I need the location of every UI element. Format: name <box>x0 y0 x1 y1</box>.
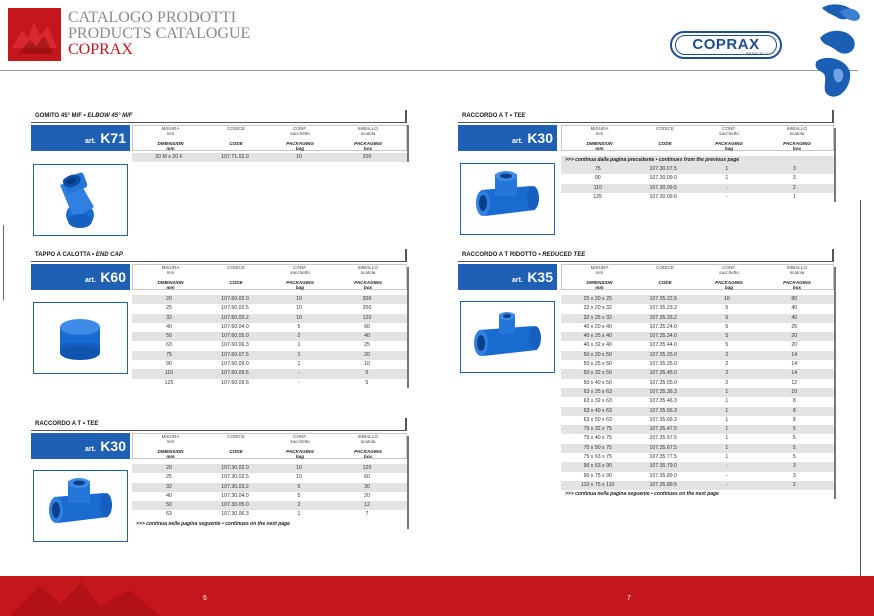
cell-bag: - <box>725 184 728 191</box>
cell-box: 8 <box>792 398 796 405</box>
cell-code: 107.35.33.2 <box>649 314 677 321</box>
article-code: K30 <box>100 438 126 454</box>
cell-bag: - <box>725 481 728 488</box>
cell-box: 5 <box>365 370 369 377</box>
product-image-elbow <box>33 164 128 236</box>
section-title-it: RACCORDO A T RIDOTTO <box>462 252 537 258</box>
catalogue-brand: COPRAX <box>68 41 133 58</box>
table-row <box>132 464 407 473</box>
article-code-box <box>31 125 130 151</box>
cell-bag: 1 <box>725 426 729 433</box>
cell-box: 14 <box>791 361 798 368</box>
cell-code: 107.30.05.0 <box>221 502 249 509</box>
cell-code: 107.35.46.3 <box>649 398 677 405</box>
table-row <box>561 304 834 313</box>
cell-size: 50 x 20 x 50 <box>583 351 612 358</box>
section-title-it: RACCORDO A T <box>35 421 82 427</box>
cell-size: 50 x 25 x 50 <box>583 361 612 368</box>
cell-box: 25 <box>791 323 798 330</box>
table-row <box>132 314 407 323</box>
cell-code: 107.30.04.0 <box>221 492 249 499</box>
cell-code: 107.60.05.0 <box>221 333 249 340</box>
cell-size: 63 x 32 x 63 <box>583 398 612 405</box>
cell-code: 107.35.47.5 <box>649 426 677 433</box>
article-code: K71 <box>100 130 126 146</box>
cell-size: 32 <box>166 314 172 321</box>
cell-code: 107.35.25.0 <box>649 351 677 358</box>
cell-box: 3 <box>792 175 796 182</box>
table-row <box>132 473 407 482</box>
table-shadow <box>407 436 409 529</box>
table-row <box>132 295 407 304</box>
page-number-left: 6 <box>203 595 207 602</box>
page-edge-line-left <box>3 225 4 300</box>
cell-box: 300 <box>362 296 372 302</box>
table-header: MISURA mm DIMENSION mm CODICE CODE CONF. sacchetto PACKAGING bag IMBALLO scatola PACKAGING box <box>561 125 834 151</box>
section-k71 <box>31 110 407 240</box>
table-row <box>561 165 834 174</box>
table-shadow <box>407 125 409 162</box>
cell-bag: 1 <box>725 454 729 461</box>
tee-fitting-icon <box>461 164 554 234</box>
cell-box: 20 <box>791 342 798 349</box>
cell-size: 125 <box>593 193 603 200</box>
cell-code: 107.35.77.5 <box>649 454 677 461</box>
article-prefix: art. <box>511 138 523 145</box>
cell-bag: 1 <box>297 511 301 518</box>
cell-bag: 2 <box>297 502 301 509</box>
cell-code: 107.30.07.5 <box>649 166 677 172</box>
table-row <box>132 369 407 378</box>
section-title-it: RACCORDO A T <box>462 113 509 119</box>
table-row <box>561 472 834 481</box>
table-row <box>561 434 834 443</box>
section-title-en: TEE <box>513 113 526 119</box>
cell-bag: 2 <box>725 379 729 386</box>
cell-size: 75 x 50 x 75 <box>583 444 612 451</box>
table-row <box>132 304 407 313</box>
cell-box: 1 <box>792 193 796 200</box>
cell-box: 120 <box>362 465 372 471</box>
cell-code: 107.35.56.3 <box>649 407 677 414</box>
cell-box: 200 <box>362 305 372 312</box>
cell-code: 107.30.02.0 <box>221 465 249 471</box>
cell-size: 75 x 63 x 75 <box>583 454 612 461</box>
cell-bag: 10 <box>296 154 302 160</box>
cell-size: 75 <box>594 166 601 172</box>
cell-code: 107.30.02.5 <box>221 474 249 481</box>
cell-bag: 5 <box>725 323 729 330</box>
table-row <box>561 416 834 425</box>
cell-size: 110 <box>593 184 602 191</box>
article-code-box <box>458 264 557 290</box>
table-row <box>132 501 407 510</box>
section-title-en: TEE <box>86 421 99 427</box>
cell-size: 25 x 20 x 25 <box>583 296 612 302</box>
table-row <box>132 360 407 369</box>
page-number-right: 7 <box>627 595 631 602</box>
cell-bag: 1 <box>725 388 729 395</box>
cell-size: 63 <box>166 511 172 518</box>
table-row <box>132 323 407 332</box>
table-row <box>561 388 834 397</box>
cell-code: 107.30.06.3 <box>221 511 249 518</box>
eagle-watermark-icon <box>0 576 180 616</box>
cell-box: 12 <box>364 502 370 509</box>
cell-code: 107.60.02.0 <box>221 296 249 302</box>
header-divider <box>0 70 858 71</box>
cell-box: 10 <box>791 388 798 395</box>
catalogue-logo <box>8 8 61 61</box>
cell-size: 32 x 25 x 32 <box>583 314 612 321</box>
cell-code: 107.60.07.5 <box>221 351 249 358</box>
cell-size: 25 <box>166 305 172 312</box>
cell-bag: 10 <box>296 465 302 471</box>
cell-size: 63 x 25 x 63 <box>583 388 612 395</box>
cell-box: 3 <box>792 463 796 470</box>
table-row <box>561 444 834 453</box>
cell-code: 107.30.09.5 <box>649 184 677 191</box>
cell-box: 40 <box>364 333 370 340</box>
cell-box: 14 <box>791 370 798 377</box>
continued-on-note: >>> continua nella pagina seguente • continues on the next page <box>136 520 290 527</box>
table-shadow <box>834 128 836 202</box>
product-image-tee <box>33 470 128 542</box>
table-shadow <box>407 267 409 388</box>
article-prefix: art. <box>84 138 96 145</box>
cell-code: 107.35.22.5 <box>649 296 677 302</box>
water-splash-decoration-icon <box>806 0 874 110</box>
table-row <box>561 397 834 406</box>
cell-bag: 1 <box>297 361 301 368</box>
table-header: MISURA mm DIMENSION mm CODICE CODE CONF. sacchetto PACKAGING bag IMBALLO scatola PACKAGING box <box>561 264 834 290</box>
continued-from-note: >>> continua dalla pagina precedente • continues from the previous page <box>561 156 834 165</box>
section-k60 <box>31 249 407 404</box>
cell-size: 40 <box>166 323 172 330</box>
cell-bag: 10 <box>723 296 730 302</box>
product-image-tee <box>460 163 555 235</box>
cell-box: 25 <box>364 342 370 349</box>
cell-bag: 1 <box>725 416 729 423</box>
cell-bag: 10 <box>296 305 302 312</box>
cell-bag: 1 <box>725 175 729 182</box>
section-title-en: END CAP <box>95 252 123 258</box>
cell-code: 107.30.03.2 <box>221 483 249 490</box>
cell-box: 3 <box>792 166 796 172</box>
cell-code: 107.35.57.5 <box>649 435 677 442</box>
article-code: K30 <box>527 130 553 146</box>
cell-size: 110 <box>164 370 174 377</box>
table-row <box>561 481 834 490</box>
cell-box: 40 <box>791 314 798 321</box>
cell-size: 25 <box>166 474 172 481</box>
eagle-logo-icon <box>8 8 61 61</box>
coprax-logo-text: COPRAX <box>692 36 760 53</box>
product-image-reduced-tee <box>460 301 555 373</box>
cell-code: 107.60.04.0 <box>221 323 249 330</box>
cell-size: 50 x 32 x 50 <box>583 370 612 377</box>
table-shadow <box>834 267 836 499</box>
cell-size: 40 <box>166 492 172 499</box>
cell-box: 20 <box>364 351 370 358</box>
cell-bag: - <box>725 472 728 479</box>
cell-bag: 5 <box>725 314 729 321</box>
table-row <box>132 332 407 341</box>
tee-fitting-icon <box>34 471 127 541</box>
product-table <box>132 464 407 529</box>
cell-code: 107.60.06.3 <box>221 342 249 349</box>
cell-code: 107.35.89.5 <box>649 481 677 488</box>
product-table <box>132 153 407 162</box>
cell-box: 2 <box>792 184 796 191</box>
cell-bag: - <box>725 193 728 200</box>
table-row <box>561 323 834 332</box>
cell-code: 107.35.34.0 <box>649 333 677 340</box>
section-k30-right <box>458 110 834 235</box>
cell-bag: - <box>725 463 728 470</box>
cell-box: 8 <box>792 416 796 423</box>
cell-box: 5 <box>792 426 796 433</box>
table-header: MISURA mm DIMENSION mm CODICE CODE CONF. sacchetto PACKAGING bag IMBALLO scatola PACKAGING box <box>132 125 407 151</box>
table-row <box>132 341 407 350</box>
cell-bag: 1 <box>725 166 729 172</box>
cell-box: 5 <box>792 435 796 442</box>
table-row <box>561 193 834 202</box>
cell-size: 90 x 63 x 90 <box>583 463 612 470</box>
cell-box: 7 <box>365 511 369 518</box>
section-title-it: GOMITO 45° M/F <box>35 113 82 119</box>
cell-box: 20 <box>791 333 798 340</box>
cell-bag: 1 <box>725 398 729 405</box>
section-title: RACCORDO A T • TEE <box>458 110 834 123</box>
catalogue-title-en: PRODUCTS CATALOGUE <box>68 25 251 42</box>
table-row <box>132 510 407 519</box>
cell-bag: 2 <box>725 370 729 377</box>
article-prefix: art. <box>511 277 523 284</box>
coprax-logo <box>670 31 782 59</box>
article-code-box <box>31 433 130 459</box>
table-header: MISURA mm DIMENSION mm CODICE CODE CONF. sacchetto PACKAGING bag IMBALLO scatola PACKAGING box <box>132 433 407 459</box>
section-title-it: TAPPO A CALOTTA <box>35 252 91 258</box>
cell-code: 107.60.09.0 <box>221 361 249 368</box>
table-row <box>561 369 834 378</box>
article-prefix: art. <box>84 446 96 453</box>
cell-size: 50 <box>166 333 172 340</box>
section-k30-left <box>31 418 407 548</box>
article-code-box <box>458 125 557 151</box>
cell-box: 5 <box>792 444 796 451</box>
table-row <box>561 341 834 350</box>
table-row <box>561 174 834 183</box>
elbow-fitting-icon <box>34 165 127 235</box>
table-row <box>561 184 834 193</box>
cell-code: 107.30.09.6 <box>649 193 677 200</box>
cell-bag: 2 <box>297 333 301 340</box>
footer-band <box>0 576 874 616</box>
coprax-logo-sub: FRANCELLI <box>745 51 768 56</box>
cell-code: 107.30.09.0 <box>649 175 677 182</box>
cell-box: 2 <box>792 481 796 488</box>
cell-box: 60 <box>364 474 370 481</box>
table-row <box>132 379 407 388</box>
cell-box: 60 <box>364 323 370 330</box>
cell-size: 90 x 75 x 90 <box>583 472 612 479</box>
cell-size: 20 <box>166 296 172 302</box>
table-row <box>561 314 834 323</box>
section-title: TAPPO A CALOTTA • END CAP <box>31 249 407 262</box>
cell-code: 107.35.45.0 <box>649 370 677 377</box>
cell-size: 63 x 40 x 63 <box>583 407 612 414</box>
cell-code: 107.35.44.0 <box>649 342 677 349</box>
section-title: GOMITO 45° M/F • ELBOW 45° M/F <box>31 110 407 123</box>
product-table <box>561 295 834 499</box>
table-row <box>561 453 834 462</box>
table-row <box>132 351 407 360</box>
cell-size: 50 x 40 x 50 <box>583 379 612 386</box>
cell-code: 107.60.09.6 <box>221 379 249 386</box>
cell-size: 40 x 25 x 40 <box>583 333 612 340</box>
cell-box: 20 <box>364 492 370 499</box>
cell-size: 110 x 75 x 110 <box>581 481 615 488</box>
cell-size: 20 <box>166 465 172 471</box>
table-row <box>561 462 834 471</box>
product-table <box>132 295 407 388</box>
table-row <box>561 407 834 416</box>
catalogue-title-it: CATALOGO PRODOTTI <box>68 9 237 26</box>
table-row <box>561 332 834 341</box>
cell-size: 32 <box>166 483 172 490</box>
cell-code: 107.35.36.3 <box>649 388 677 395</box>
cell-bag: 5 <box>297 323 301 330</box>
cell-size: 75 x 32 x 75 <box>583 426 612 433</box>
continued-on-note: >>> continua nella pagina seguente • continues on the next page <box>565 491 719 498</box>
cell-code: 107.35.23.2 <box>649 305 677 312</box>
cell-box: 3 <box>792 472 796 479</box>
cell-bag: - <box>298 370 300 377</box>
cell-size: 40 x 32 x 40 <box>583 342 612 349</box>
cell-code: 107.35.66.3 <box>649 416 677 423</box>
cell-size: 75 x 40 x 75 <box>583 435 612 442</box>
cell-bag: 10 <box>296 296 302 302</box>
cell-size: 63 <box>166 342 172 349</box>
cell-bag: 5 <box>725 333 729 340</box>
cell-code: 107.35.24.0 <box>649 323 677 330</box>
section-k35 <box>458 249 834 521</box>
cell-bag: 2 <box>725 361 729 368</box>
cell-box: 14 <box>791 351 798 358</box>
cell-size: 90 <box>166 361 172 368</box>
catalogue-title <box>68 10 250 58</box>
cell-size: 20 M x 20 F <box>155 154 183 160</box>
article-code: K60 <box>100 269 126 285</box>
page-edge-line <box>860 200 861 610</box>
cell-box: 10 <box>364 361 370 368</box>
table-row <box>132 153 407 162</box>
section-title-en: ELBOW 45° M/F <box>87 113 133 119</box>
cell-code: 107.71.02.0 <box>221 154 249 160</box>
article-prefix: art. <box>84 277 96 284</box>
end-cap-icon <box>34 303 127 373</box>
reduced-tee-fitting-icon <box>461 302 554 372</box>
cell-bag: 2 <box>725 351 729 358</box>
section-title-en: REDUCED TEE <box>542 252 586 258</box>
cell-box: 120 <box>362 314 372 321</box>
cell-bag: - <box>298 379 300 386</box>
cell-box: 5 <box>365 379 369 386</box>
article-code: K35 <box>527 269 553 285</box>
cell-code: 107.35.55.0 <box>649 379 677 386</box>
cell-size: 63 x 50 x 63 <box>583 416 612 423</box>
product-table <box>561 156 834 202</box>
table-row <box>561 360 834 369</box>
cell-code: 107.35.79.0 <box>649 463 677 470</box>
cell-code: 107.60.09.5 <box>221 370 249 377</box>
cell-bag: 10 <box>296 474 302 481</box>
cell-bag: 1 <box>297 342 301 349</box>
cell-size: 75 <box>166 351 172 358</box>
cell-size: 40 x 20 x 40 <box>583 323 612 330</box>
cell-box: 200 <box>362 154 372 160</box>
cell-box: 5 <box>792 454 796 461</box>
cell-code: 107.60.03.2 <box>221 314 249 321</box>
section-title: RACCORDO A T RIDOTTO • REDUCED TEE <box>458 249 834 262</box>
cell-bag: 5 <box>297 492 301 499</box>
table-header: MISURA mm DIMENSION mm CODICE CODE CONF. sacchetto PACKAGING bag IMBALLO scatola PACKAGING box <box>132 264 407 290</box>
cell-box: 30 <box>364 483 370 490</box>
cell-bag: 1 <box>725 435 729 442</box>
cell-code: 107.35.35.0 <box>649 361 677 368</box>
cell-bag: 1 <box>297 351 301 358</box>
cell-bag: 10 <box>296 314 302 321</box>
cell-box: 8 <box>792 407 796 414</box>
cell-code: 107.35.67.5 <box>649 444 677 451</box>
table-row <box>132 492 407 501</box>
article-code-box <box>31 264 130 290</box>
cell-box: 12 <box>791 379 798 386</box>
cell-bag: 5 <box>297 483 301 490</box>
table-row <box>132 483 407 492</box>
table-row <box>561 295 834 304</box>
table-row <box>561 425 834 434</box>
product-image-end-cap <box>33 302 128 374</box>
table-row <box>561 379 834 388</box>
cell-bag: 1 <box>725 444 729 451</box>
table-row <box>561 351 834 360</box>
cell-box: 40 <box>791 305 798 312</box>
section-title: RACCORDO A T • TEE <box>31 418 407 431</box>
cell-code: 107.35.89.0 <box>649 472 677 479</box>
cell-bag: 1 <box>725 407 729 414</box>
cell-size: 125 <box>164 379 174 386</box>
cell-size: 50 <box>166 502 172 509</box>
cell-box: 80 <box>791 296 798 302</box>
cell-size: 90 <box>594 175 601 182</box>
cell-size: 32 x 20 x 32 <box>583 305 612 312</box>
cell-bag: 5 <box>725 305 729 312</box>
cell-bag: 5 <box>725 342 729 349</box>
cell-code: 107.60.02.5 <box>221 305 249 312</box>
